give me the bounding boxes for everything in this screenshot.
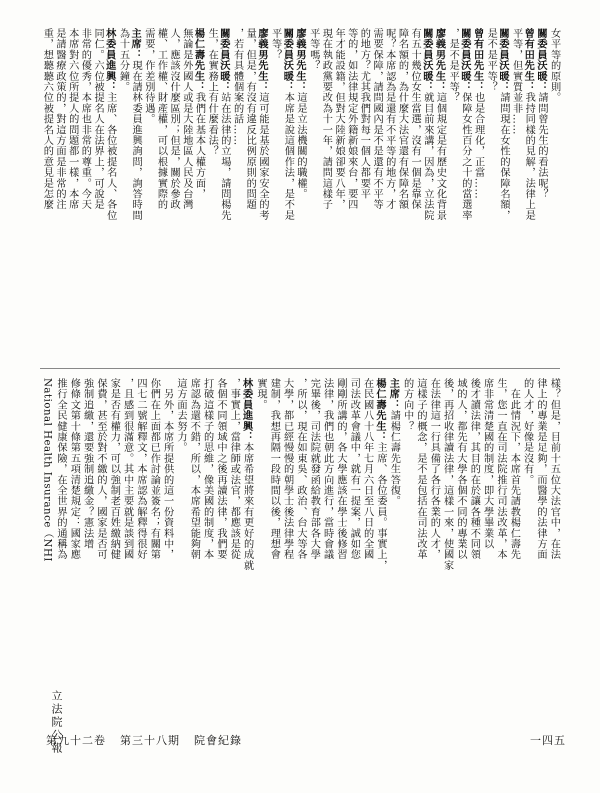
text-column [322,378,332,678]
text-column [409,28,419,358]
column-text: 修條文第十條第五項清楚規定：國家應 [68,378,80,560]
column-text: 請問現在女性的保障名額， [497,92,509,221]
column-text: ，若有具體個案的話…… [231,28,243,146]
column-text: 請問曾先生的看法呢？ [535,92,547,200]
column-text: 四七二號解釋文，本席認為解釋得很好 [135,378,146,560]
column-text: 後才讀法律，其目的在於讓各種不同領 [468,378,480,560]
text-column [282,28,292,358]
footer-section: 院會紀錄 [194,734,242,747]
speaker-name: 主席： [129,28,142,61]
column-text: 保障女性百分之十的當選率 [459,92,471,221]
column-text: 請楊仁壽先生答復。 [388,410,400,507]
column-text: National Health Insurance（NHI [41,378,53,562]
speaker-name: 廖義男先生： [433,28,446,93]
text-column [536,28,546,358]
column-text: 平等嗎？ [307,28,319,71]
column-text: 等的，如法律規定外籍新娘來台，要四 [345,28,357,210]
speaker-name: 關委員沃暖： [420,28,433,93]
bottom-text-band [40,378,560,678]
text-column [549,28,559,358]
column-text: 家是否有權力，可以強制老百姓繳納健 [108,378,120,560]
text-column [67,28,77,358]
footer-left [46,690,566,790]
column-text: 是請醫療政策的，對這方面是非常的注 [54,28,66,210]
text-column [442,378,452,678]
text-column [155,28,165,358]
text-column [232,28,242,358]
text-column [228,378,238,678]
text-column [117,28,127,358]
footer-volume: 第九十二卷 [46,734,106,747]
text-column [396,28,406,358]
top-text-band [40,28,560,358]
text-column [548,378,558,678]
text-column [495,378,505,678]
text-column [143,28,153,358]
column-text: 司法改革會議中，就有一提案，誠如您 [348,378,360,560]
column-text: 就目前來講，因為，立法院 [421,92,433,221]
text-column [371,28,381,358]
text-column [68,378,78,678]
column-text: 你們在上面都已作討論並簽名；有關第 [148,378,160,560]
column-text: 這個規定是有歷史文化背景 [434,92,446,221]
text-column [181,28,191,358]
column-text: 剛剛所講的，各大學應該在學士後修習 [335,378,346,560]
text-column [135,378,145,678]
text-column [402,378,412,678]
column-text: 女平等的原則。 [548,28,560,103]
text-column [428,378,438,678]
column-text: 域的人，都先有大學各個不同的專業以 [455,378,466,560]
text-column [244,28,254,358]
column-text: 需要，作差別待遇。 [142,28,154,125]
text-column [148,378,158,678]
speaker-name: 曾有田先生： [471,28,484,93]
text-column [523,28,533,358]
speaker-name: 關委員沃暖： [534,28,547,93]
column-text: 另外，本席所提供的這一份資料中， [161,378,173,560]
text-column [447,28,457,358]
text-column [346,28,356,358]
column-text: 律上的專業是足夠，而醫學的法律方面 [535,378,546,560]
speaker-name: 曾有田先生： [522,28,535,93]
column-text: 打破這樣子的思維，像美國的制度，本 [201,378,213,560]
column-text: ，所以，現在如東吳、政治、台大等各 [295,378,306,560]
column-text: 我們在基本人權方面， [193,92,205,200]
text-column [388,378,398,678]
column-text: 主席、各位被提名人、各位 [104,92,116,221]
text-column [194,28,204,358]
text-column [55,378,65,678]
text-column [485,28,495,358]
column-text: 在此情況下，本席首先請教楊仁壽先 [508,378,520,560]
text-column [268,378,278,678]
column-text: 我持同樣的見解，法律上是 [523,92,535,221]
column-text: 非常的優秀，本席也非常的尊重。今天 [79,28,91,210]
text-column [202,378,212,678]
text-column [162,378,172,678]
speaker-name: 關委員沃暖： [281,28,294,93]
text-column [348,378,358,678]
text-column [255,378,265,678]
column-text: 後，再招收律讀法律，這樣一來，使國家 [441,378,453,571]
text-column [333,28,343,358]
column-text: 席認為還不錯，所以，本席希望能夠朝 [188,378,200,560]
column-text: 完畢後，司法院就發函給教育部各大學 [308,378,320,560]
column-text: 實現。 [255,378,266,411]
speaker-name: 廖義男先生： [255,28,268,93]
text-column [375,378,385,678]
column-text: 這樣子的概念，是不是包括在司法改革 [415,378,426,560]
column-text: 現在執政黨要改為十一年，請問這樣子 [320,28,332,210]
text-column [270,28,280,358]
text-column [455,378,465,678]
column-text: 這方面去努力。 [175,378,186,453]
text-column [188,378,198,678]
text-column [468,378,478,678]
column-text: 主席、各位委員。事實上， [375,442,386,571]
text-column [535,378,545,678]
text-column [460,28,470,358]
text-column [219,28,229,358]
text-column [41,28,51,358]
text-column [498,28,508,358]
text-column [42,378,52,678]
column-text: 平等，但實質並非…… [510,28,522,135]
text-column [130,28,140,358]
text-column [257,28,267,358]
column-text: 各個不同領域中之後再讀法律，我們要 [215,378,226,560]
column-text: 需要保障，請問國內是不是還有不平等 [371,28,383,210]
column-text: 年才能設籍，但對大陸新娘卻要八年， [333,28,345,210]
column-text: 同仁。六位被提名人在法界上，可說是 [92,28,104,210]
text-column [282,378,292,678]
text-column [242,378,252,678]
speaker-name: 關委員沃暖： [458,28,471,93]
text-column [92,28,102,358]
text-column [335,378,345,678]
column-text: 現在請林委員進興詢問，詢答時間 [130,60,142,221]
speaker-name: 主席： [387,378,400,411]
column-text: 法律，我們也朝此方向進行，當時會議 [321,378,333,560]
column-text: 有五十幾位女生當選，沒有一個是靠保 [409,28,421,210]
column-text: 呢？本席認為是還有不平等的地方，才 [383,28,395,210]
page-number: 一四五 [530,734,566,747]
speaker-name: 林委員進興： [240,378,253,443]
column-text: ，且感到很滿意。其中主要就是談到國 [121,378,133,560]
column-text: 席非常清楚國的制度，即大學畢業以 [481,378,493,550]
text-column [175,378,185,678]
column-text: 生，在實務上有什麼看法？ [206,28,218,157]
column-text: 樣？但是，目前十五位大法官中，在法 [548,378,560,560]
text-column [362,378,372,678]
text-column [95,378,105,678]
footer-issue: 第三十八期 [120,734,180,747]
speaker-name: 林委員進興： [103,28,116,93]
column-text: 人，應該沒什麼區別；但是，關於參政 [168,28,180,210]
column-text: 保費，甚至於對不繳的人，國家是否可 [95,378,106,560]
column-text: 建制，我想再隔一段時間以後，理想會 [268,378,280,560]
column-text: 的地方？尤其我們對每一個人都要平 [358,28,370,200]
text-column [105,28,115,358]
text-column [358,28,368,358]
text-column [82,378,92,678]
column-text: 站在法律的立場，請問楊先 [218,92,230,221]
text-column [435,28,445,358]
column-text: 強制追繳，還要強制追繳金？憲法增 [81,378,93,550]
column-text: 本席希望將來有更好的成就 [241,442,253,571]
column-text: 大學，都已經慢慢的朝學士後法律學程 [281,378,293,560]
column-text: 平等？ [269,28,281,61]
text-column [54,28,64,358]
text-column [473,28,483,358]
column-text: 這是立法機關的職權。 [295,92,306,200]
column-text: 本席是說這個作法，是不是 [282,92,294,221]
speaker-name: 關委員沃暖： [496,28,509,93]
column-text: 重，想聽聽六位被提名人的意見是怎麼 [41,28,53,210]
column-text: 這可能是基於國家安全的考 [256,92,268,221]
text-column [206,28,216,358]
column-text: 推行全民健康保險，在全世界的通稱為 [55,378,66,560]
column-text: 的方向中？ [401,378,413,432]
text-column [320,28,330,358]
text-column [295,378,305,678]
column-text: 在法律這一行具備了各行各業的人才， [428,378,440,560]
text-column [168,28,178,358]
column-text: 也是合理化，正當…… [472,92,484,200]
speaker-name: 楊仁壽先生： [374,378,386,443]
text-column [79,28,89,358]
column-text: ，是不是平等？ [447,28,459,103]
footer-journal: 立法院公報 [50,690,63,755]
column-text: 在民國八十八年七月六日至八日的全國 [361,378,373,560]
text-column [508,378,518,678]
text-column [308,378,318,678]
text-column [122,378,132,678]
column-text: 無論是外國人或是大陸地區人民及台灣 [180,28,192,210]
text-column [415,378,425,678]
column-text: 為十五分鐘。 [117,28,129,93]
text-column [108,378,118,678]
band-divider [40,368,560,369]
column-text: 生，您一直在司法院推行司法改革，本 [495,378,506,560]
column-text: 量，但是，有沒有違反比例原則的問題 [244,28,256,210]
column-text: ，事實上，當律師或法官，都應該是從 [228,378,240,560]
text-column [384,28,394,358]
column-text: 權、工作權、財產權，可以根據實際的 [155,28,167,210]
text-column [308,28,318,358]
text-column [215,378,225,678]
column-text: 的人才，好像是沒有。 [521,378,533,485]
column-text: 障名額的，為什麼大法官還有保障名額 [396,28,408,210]
speaker-name: 楊仁壽先生： [192,28,205,93]
text-column [422,28,432,358]
column-text: 是不是平等？ [485,28,497,93]
text-column [511,28,521,358]
speaker-name: 關委員沃暖： [217,28,230,93]
text-column [522,378,532,678]
column-text: 本席對六位所提人的問題都一樣，本席 [66,28,78,210]
text-column [482,378,492,678]
speaker-name: 廖義男先生： [294,28,306,93]
text-column [295,28,305,358]
